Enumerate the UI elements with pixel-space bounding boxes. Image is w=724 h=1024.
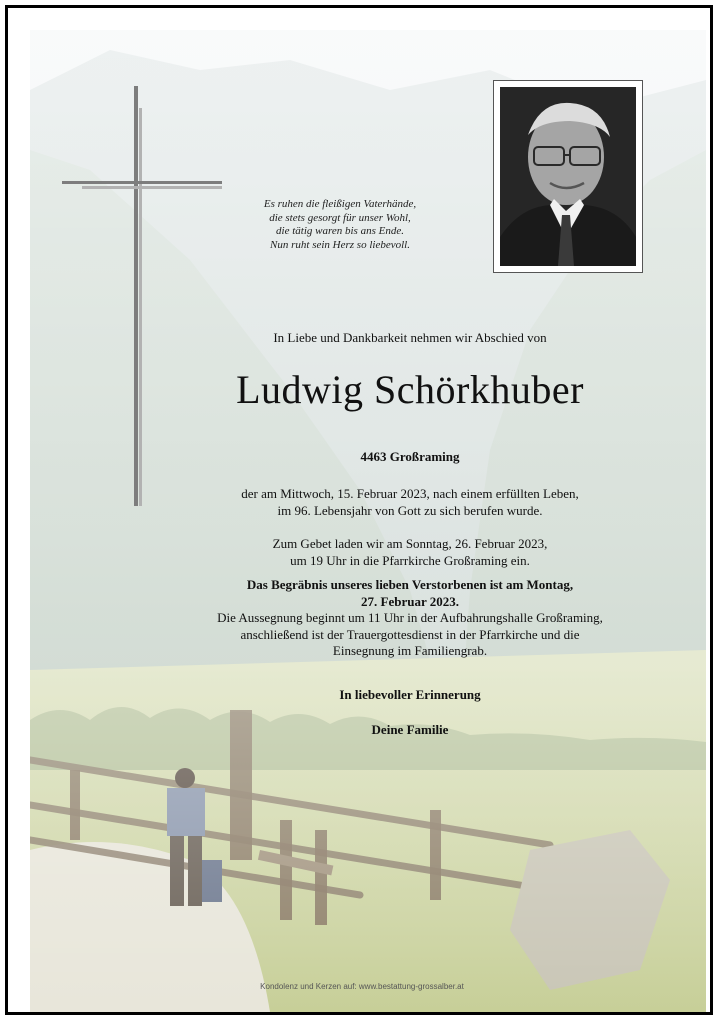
portrait-photo: [493, 80, 643, 273]
portrait-illustration: [500, 87, 636, 266]
memorial-poem: [230, 198, 450, 252]
funeral-line: anschließend ist der Trauergottesdienst in der Pfarrkirche und die: [240, 626, 580, 642]
prayer-line: Zum Gebet laden wir am Sonntag, 26. Februar 2023,: [272, 536, 548, 551]
death-line: der am Mittwoch, 15. Februar 2023, nach einem erfüllten Leben,: [241, 486, 579, 501]
poem-line: die tätig waren bis ans Ende.: [276, 225, 404, 237]
death-line: im 96. Lebensjahr von Gott zu sich berufen wurde.: [277, 503, 543, 518]
poem-line: Es ruhen die fleißigen Vaterhände,: [263, 198, 417, 210]
condolence-footer: Kondolenz und Kerzen auf: www.bestattung-grossalber.at: [260, 982, 464, 991]
death-notice: [150, 485, 670, 519]
prayer-line: um 19 Uhr in die Pfarrkirche Großraming ein.: [290, 553, 530, 568]
closing-family: Deine Familie: [371, 722, 449, 737]
poem-line: die stets gesorgt für unser Wohl,: [269, 211, 411, 224]
prayer-notice: [150, 535, 670, 569]
funeral-line: 27. Februar 2023.: [361, 593, 459, 609]
funeral-notice: [150, 577, 670, 660]
deceased-name: Ludwig Schörkhuber: [236, 367, 584, 412]
poem-line: Nun ruht sein Herz so liebevoll.: [270, 238, 410, 251]
intro-text: In Liebe und Dankbarkeit nehmen wir Abschied von: [273, 330, 547, 345]
funeral-line: Das Begräbnis unseres lieben Verstorbenen ist am Montag,: [246, 577, 574, 592]
closing-memory: In liebevoller Erinnerung: [339, 687, 481, 702]
residence-place: 4463 Großraming: [360, 449, 460, 464]
funeral-line: Einsegnung im Familiengrab.: [332, 643, 488, 658]
funeral-line: Die Aussegnung beginnt um 11 Uhr in der Aufbahrungshalle Großraming,: [217, 610, 603, 625]
